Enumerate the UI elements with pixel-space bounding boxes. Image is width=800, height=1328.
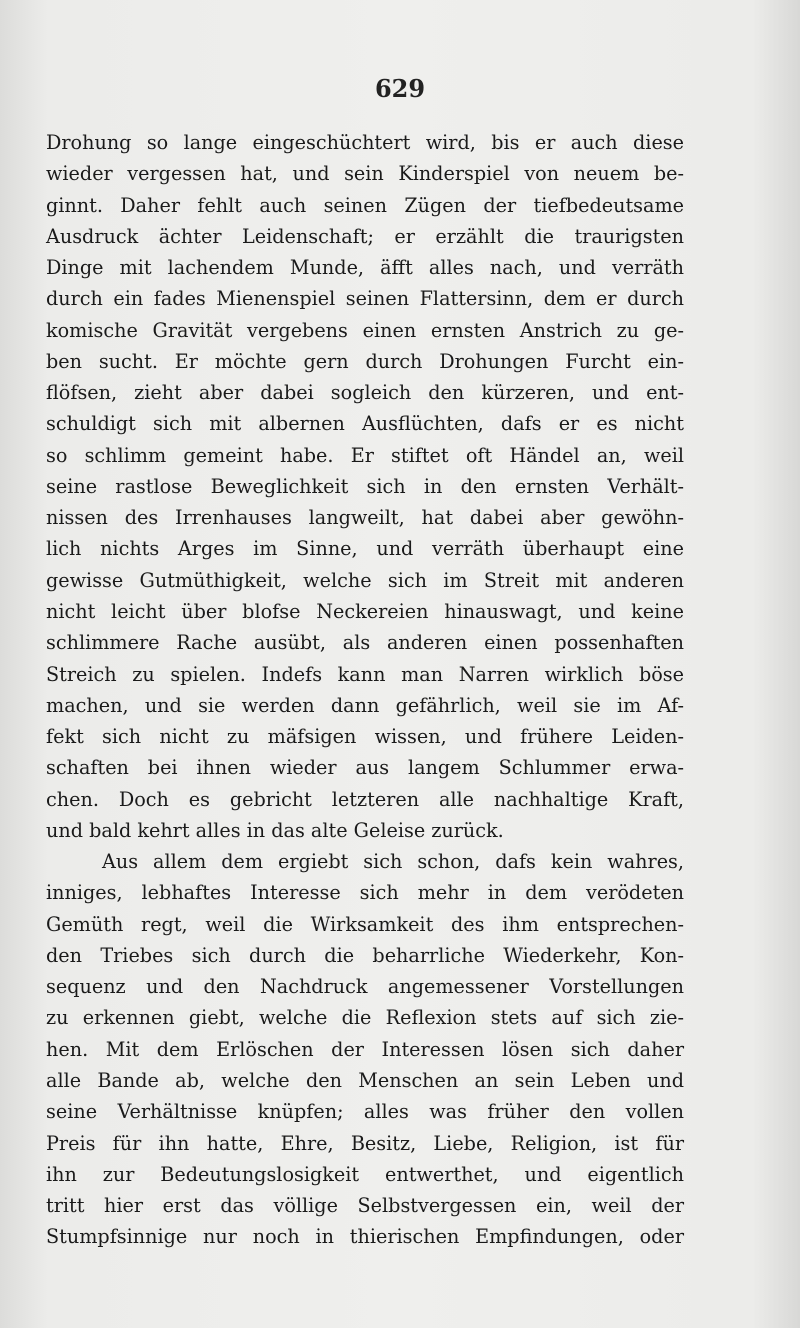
text-line: so schlimm gemeint habe. Er stiftet oft Händel an, weil — [46, 443, 684, 467]
text-line: seine rastlose Beweglichkeit sich in den ernsten Verhält- — [46, 474, 684, 498]
text-line: Dinge mit lachendem Munde, äfft alles nach, und verräth — [46, 256, 684, 280]
text-line: wieder vergessen hat, und sein Kinderspiel von neuem be- — [46, 162, 684, 186]
text-line: Streich zu spielen. Indefs kann man Narren wirklich böse — [46, 662, 684, 686]
text-line: Preis für ihn hatte, Ehre, Besitz, Liebe, Religion, ist für — [46, 1131, 684, 1155]
text-line: lich nichts Arges im Sinne, und verräth überhaupt eine — [46, 537, 684, 561]
paragraph-end-line: und bald kehrt alles in das alte Geleise zurück. — [46, 818, 504, 842]
text-line: komische Gravität vergebens einen ernsten Anstrich zu ge- — [46, 318, 684, 342]
text-line: flöfsen, zieht aber dabei sogleich den kürzeren, und ent- — [46, 381, 684, 405]
text-line: sequenz und den Nachdruck angemessener Vorstellungen — [46, 975, 684, 999]
text-line: schlimmere Rache ausübt, als anderen einen possenhaften — [46, 631, 684, 655]
text-line: nicht leicht über blofse Neckereien hinauswagt, und keine — [46, 599, 684, 623]
text-line: ben sucht. Er möchte gern durch Drohungen Furcht ein- — [46, 349, 684, 373]
text-line: tritt hier erst das völlige Selbstvergessen ein, weil der — [46, 1194, 684, 1218]
text-line: zu erkennen giebt, welche die Reflexion stets auf sich zie- — [46, 1006, 684, 1030]
body-text — [46, 127, 684, 1253]
text-line: machen, und sie werden dann gefährlich, weil sie im Af- — [46, 693, 684, 717]
text-line: schaften bei ihnen wieder aus langem Schlummer erwa- — [46, 756, 684, 780]
text-line: durch ein fades Mienenspiel seinen Flattersinn, dem er durch — [46, 287, 684, 311]
text-line: Gemüth regt, weil die Wirksamkeit des ihm entsprechen- — [46, 912, 684, 936]
text-line: inniges, lebhaftes Interesse sich mehr in dem verödeten — [46, 881, 684, 905]
text-line: hen. Mit dem Erlöschen der Interessen lösen sich daher — [46, 1037, 684, 1061]
text-line: fekt sich nicht zu mäfsigen wissen, und frühere Leiden- — [46, 725, 684, 749]
text-line: nissen des Irrenhauses langweilt, hat dabei aber gewöhn- — [46, 506, 684, 530]
text-line: schuldigt sich mit albernen Ausflüchten, dafs er es nicht — [46, 412, 684, 436]
text-line: ginnt. Daher fehlt auch seinen Zügen der tiefbedeutsame — [46, 193, 684, 217]
text-line: Stumpfsinnige nur noch in thierischen Empfindungen, oder — [46, 1225, 684, 1249]
text-line: Drohung so lange eingeschüchtert wird, bis er auch diese — [46, 131, 684, 154]
text-line: chen. Doch es gebricht letzteren alle nachhaltige Kraft, — [46, 787, 684, 811]
text-line: seine Verhältnisse knüpfen; alles was früher den vollen — [46, 1100, 684, 1124]
text-line: alle Bande ab, welche den Menschen an sein Leben und — [46, 1068, 684, 1092]
page-number: 629 — [374, 74, 426, 103]
text-line: Ausdruck ächter Leidenschaft; er erzählt die traurigsten — [46, 224, 684, 248]
paragraph-start-line: Aus allem dem ergiebt sich schon, dafs kein wahres, — [102, 850, 684, 874]
text-line: den Triebes sich durch die beharrliche Wiederkehr, Kon- — [46, 943, 684, 967]
text-line: ihn zur Bedeutungslosigkeit entwerthet, und eigentlich — [46, 1162, 684, 1186]
text-line: gewisse Gutmüthigkeit, welche sich im Streit mit anderen — [46, 568, 684, 592]
